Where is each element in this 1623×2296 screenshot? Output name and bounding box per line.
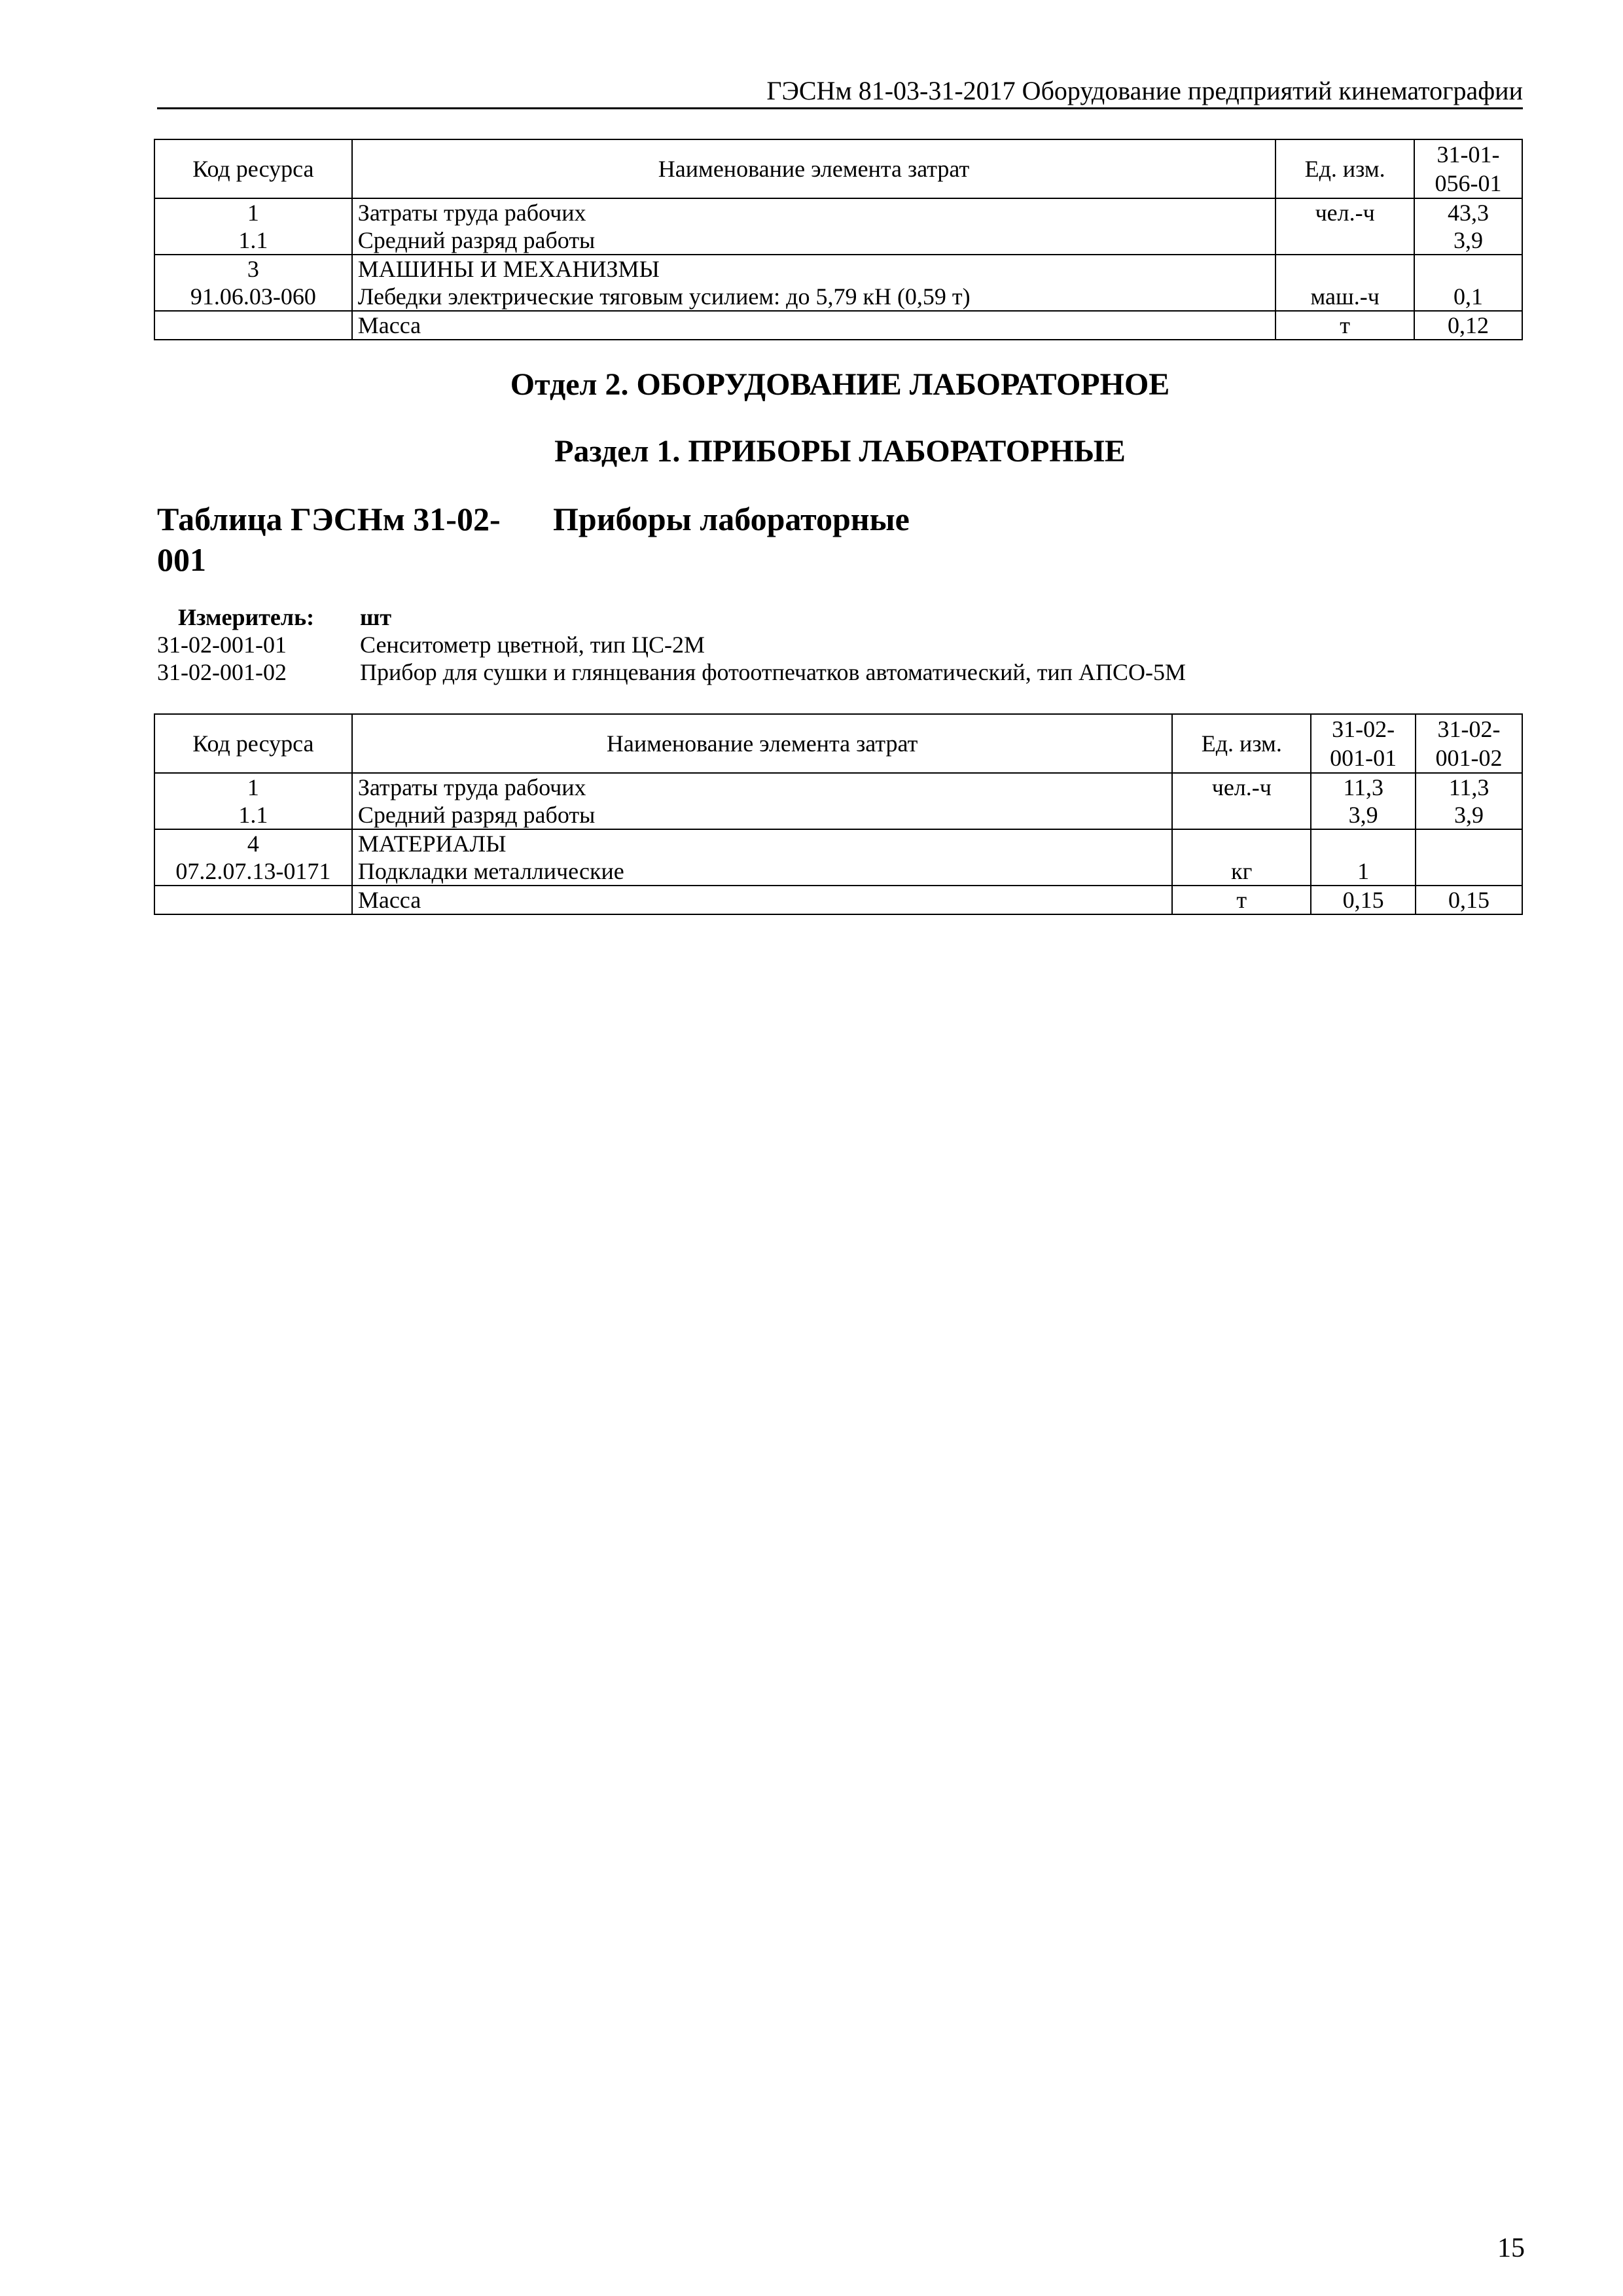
column-header-code: Код ресурса — [154, 714, 352, 773]
unit: т — [1172, 886, 1311, 914]
table-row — [154, 829, 1522, 857]
resource-code: 1.1 — [154, 226, 352, 255]
unit: т — [1275, 311, 1414, 340]
unit: маш.-ч — [1275, 283, 1414, 311]
table-row — [154, 226, 1522, 255]
column-header-norm-2: 31-02- 001-02 — [1416, 714, 1522, 773]
norm-value — [1416, 857, 1522, 886]
division-title: Отдел 2. ОБОРУДОВАНИЕ ЛАБОРАТОРНОЕ — [510, 367, 1170, 402]
norm-value: 11,3 — [1311, 773, 1416, 801]
norm-value: 43,3 — [1414, 198, 1522, 226]
table-row — [154, 773, 1522, 801]
norm-value — [1311, 829, 1416, 857]
table-row — [154, 857, 1522, 886]
section-title: Раздел 1. ПРИБОРЫ ЛАБОРАТОРНЫЕ — [554, 434, 1126, 469]
norm-value — [1416, 829, 1522, 857]
resource-code: 3 — [154, 255, 352, 283]
resource-code: 07.2.07.13-0171 — [154, 857, 352, 886]
unit: чел.-ч — [1172, 773, 1311, 801]
column-header-unit: Ед. изм. — [1172, 714, 1311, 773]
norm-value: 3,9 — [1414, 226, 1522, 255]
resource-code: 4 — [154, 829, 352, 857]
norm-description: Сенситометр цветной, тип ЦС-2М — [360, 632, 705, 658]
column-header-unit: Ед. изм. — [1275, 139, 1414, 198]
unit — [1275, 255, 1414, 283]
resource-code: 91.06.03-060 — [154, 283, 352, 311]
norm-value: 1 — [1311, 857, 1416, 886]
table-label: Таблица ГЭСНм 31-02- 001 — [157, 501, 501, 578]
meter-label: Измеритель: — [178, 604, 315, 630]
unit: кг — [1172, 857, 1311, 886]
list-item — [157, 631, 1186, 658]
header-rule — [157, 107, 1523, 109]
cost-table-31-02-001 — [154, 713, 1523, 915]
resource-code: 1 — [154, 198, 352, 226]
table-row — [154, 801, 1522, 829]
column-header-norm-1: 31-02- 001-01 — [1311, 714, 1416, 773]
unit: чел.-ч — [1275, 198, 1414, 226]
column-header-name: Наименование элемента затрат — [352, 139, 1275, 198]
cost-element-name: Подкладки металлические — [352, 857, 1173, 886]
meter-value: шт — [360, 604, 392, 630]
norm-code: 31-02-001-01 — [157, 632, 287, 658]
resource-code — [154, 886, 352, 914]
norm-value: 0,15 — [1416, 886, 1522, 914]
page-number: 15 — [1497, 2233, 1525, 2263]
list-item — [157, 658, 1186, 686]
column-header-norm: 31-01- 056-01 — [1414, 139, 1522, 198]
meter-block — [157, 603, 1186, 686]
norm-value: 3,9 — [1416, 801, 1522, 829]
cost-element-name: Средний разряд работы — [352, 801, 1173, 829]
cost-element-name: Масса — [352, 886, 1173, 914]
cost-element-name: МАШИНЫ И МЕХАНИЗМЫ — [352, 255, 1275, 283]
running-header: ГЭСНм 81-03-31-2017 Оборудование предприятий кинематографии — [766, 76, 1523, 105]
norm-value: 0,12 — [1414, 311, 1522, 340]
norm-value: 11,3 — [1416, 773, 1522, 801]
norm-value — [1414, 255, 1522, 283]
table-row — [154, 283, 1522, 311]
resource-code — [154, 311, 352, 340]
cost-element-name: Средний разряд работы — [352, 226, 1275, 255]
table-row — [154, 311, 1522, 340]
cost-element-name: Затраты труда рабочих — [352, 773, 1173, 801]
cost-element-name: Масса — [352, 311, 1275, 340]
cost-element-name: Лебедки электрические тяговым усилием: до 5,79 кН (0,59 т) — [352, 283, 1275, 311]
cost-element-name: Затраты труда рабочих — [352, 198, 1275, 226]
norm-value: 0,1 — [1414, 283, 1522, 311]
unit — [1172, 829, 1311, 857]
table-name: Приборы лабораторные — [553, 501, 910, 537]
unit — [1275, 226, 1414, 255]
table-row — [154, 255, 1522, 283]
norm-description: Прибор для сушки и глянцевания фотоотпечатков автоматический, тип АПСО-5М — [360, 659, 1186, 685]
column-header-name: Наименование элемента затрат — [352, 714, 1173, 773]
norm-code: 31-02-001-02 — [157, 659, 287, 685]
norm-value: 3,9 — [1311, 801, 1416, 829]
table-row — [154, 886, 1522, 914]
cost-element-name: МАТЕРИАЛЫ — [352, 829, 1173, 857]
column-header-code: Код ресурса — [154, 139, 352, 198]
resource-code: 1 — [154, 773, 352, 801]
cost-table-31-01-056 — [154, 139, 1523, 340]
resource-code: 1.1 — [154, 801, 352, 829]
table-row — [154, 198, 1522, 226]
unit — [1172, 801, 1311, 829]
norm-value: 0,15 — [1311, 886, 1416, 914]
